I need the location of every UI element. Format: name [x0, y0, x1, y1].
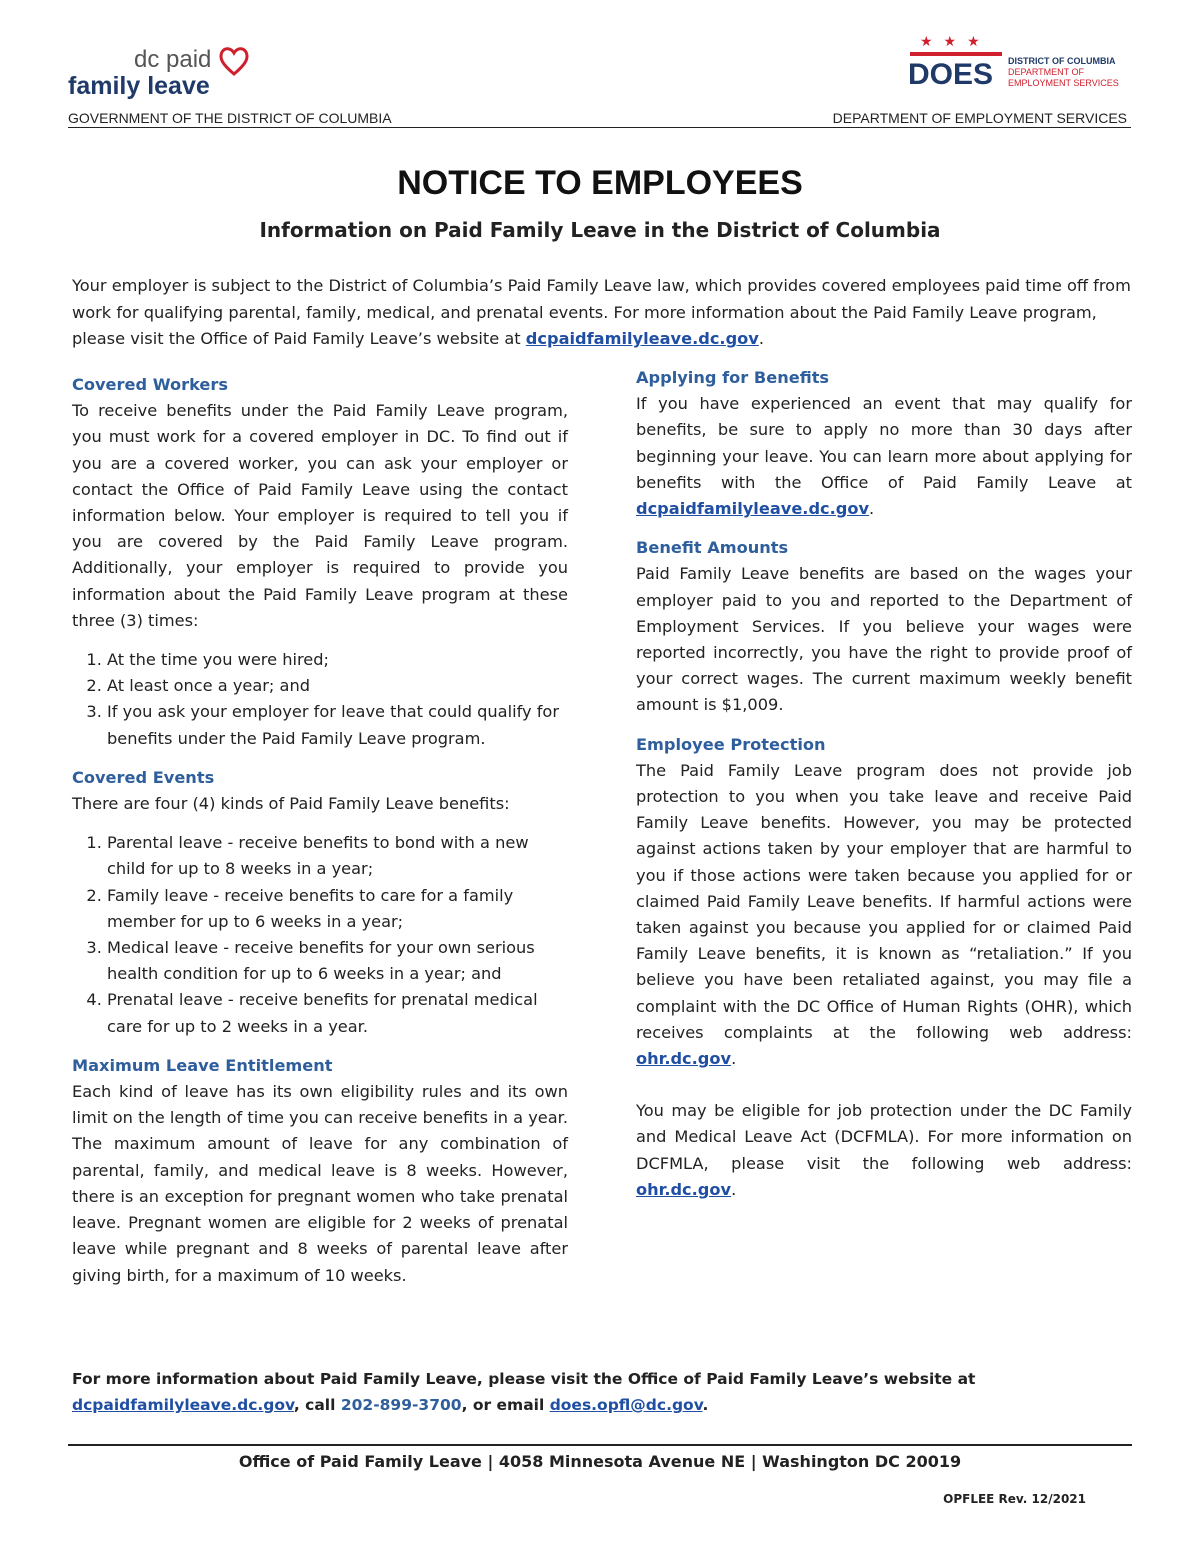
dc-paid-family-leave-logo — [68, 46, 288, 106]
list-item: 4. Prenatal leave - receive benefits for prenatal medical care for up to 2 weeks in a year. — [107, 987, 568, 1039]
logo-red-bar — [910, 52, 1002, 56]
revision-label: OPFLEE Rev. 12/2021 — [943, 1492, 1086, 1506]
protection-heading: Employee Protection — [636, 734, 826, 754]
intro-paragraph: Your employer is subject to the District of Columbia’s Paid Family Leave law, which provides covered employees paid time off from work for qualifying parental, family, medical, and prenatal events. For more information about the Paid Family Leave program, please visit the Office of Paid Family Leave’s website at dcpaidfamilyleave.dc.gov. — [72, 276, 1131, 349]
logo-line-1: dc paid — [134, 46, 212, 73]
does-logo — [908, 34, 1138, 94]
footer-address: Office of Paid Family Leave | 4058 Minnesota Avenue NE | Washington DC 20019 — [238, 1452, 962, 1471]
right-column — [636, 365, 1132, 1216]
website-link[interactable]: dcpaidfamilyleave.dc.gov — [72, 1396, 294, 1414]
max-leave-heading: Maximum Leave Entitlement — [72, 1055, 333, 1075]
covered-events-body: There are four (4) kinds of Paid Family Leave benefits: — [72, 794, 510, 814]
logo-line-2: family leave — [68, 72, 210, 100]
benefit-amounts-heading: Benefit Amounts — [636, 538, 789, 558]
heart-logo-icon — [218, 46, 250, 76]
website-link[interactable]: dcpaidfamilyleave.dc.gov — [525, 329, 759, 349]
page-title: NOTICE TO EMPLOYEES — [397, 164, 803, 202]
covered-workers-list — [72, 647, 568, 752]
list-item: 2. Family leave - receive benefits to care for a family member for up to 6 weeks in a year; — [107, 883, 568, 935]
protection-body: The Paid Family Leave program does not provide job protection to you when you take leave and receive Paid Family Leave benefits. However, you may be protected against actions taken by your employer that are harmful to you if those actions were taken because you applied for or claimed Paid Family Leave benefits. If harmful actions were taken against you because you applied for or claimed Paid Family Leave benefits, it is known as “retaliation.” If you believe you have been retaliated against, you may file a complaint with the DC Office of Human Rights (OHR), which receives complaints at the following web address: ohr.dc.gov. — [636, 760, 1132, 1069]
left-column — [72, 372, 568, 1302]
list-item: 3. Medical leave - receive benefits for your own serious health condition for up to 6 weeks in a year; and — [107, 935, 568, 987]
website-link[interactable]: dcpaidfamilyleave.dc.gov — [636, 499, 870, 519]
covered-events-list — [72, 830, 568, 1040]
footer-rule — [68, 1444, 1132, 1446]
covered-workers-body: To receive benefits under the Paid Family Leave program, you must work for a covered employer in DC. To find out if you are a covered worker, you can ask your employer or contact the Office of Paid Family Leave using the contact information below. Your employer is required to tell you if you are covered by the Paid Family Leave program. Additionally, your employer is required to provide you information about the Paid Family Leave program at these three (3) times: — [72, 401, 568, 630]
max-leave-body: Each kind of leave has its own eligibility rules and its own limit on the length of time you can receive benefits in a year. The maximum amount of leave for any combination of parental, family, and medical leave is 8 weeks. However, there is an exception for pregnant women who take prenatal leave. Pregnant women are eligible for 2 weeks of prenatal leave while pregnant and 8 weeks of parental leave after giving birth, for a maximum of 10 weeks. — [72, 1082, 568, 1285]
phone-number[interactable]: 202-899-3700 — [340, 1396, 462, 1414]
list-item: 1. Parental leave - receive benefits to bond with a new child for up to 8 weeks in a year; — [107, 830, 568, 882]
ohr-link[interactable]: ohr.dc.gov — [636, 1049, 732, 1069]
covered-events-heading: Covered Events — [72, 767, 215, 787]
page-subtitle: Information on Paid Family Leave in the District of Columbia — [259, 218, 941, 242]
header-rule — [68, 110, 1131, 128]
benefit-amounts-body: Paid Family Leave benefits are based on the wages your employer paid to you and reported to the Department of Employment Services. If you believe your wages were reported incorrectly, you have the right to provide proof of your correct wages. The current maximum weekly benefit amount is $1,009. — [636, 564, 1132, 715]
department-label: DEPARTMENT OF EMPLOYMENT SERVICES — [832, 110, 1127, 126]
agency-name: DISTRICT OF COLUMBIA DEPARTMENT OF EMPLOYMENT SERVICES — [1008, 56, 1119, 88]
list-item: 1. At the time you were hired; — [107, 647, 568, 673]
applying-heading: Applying for Benefits — [636, 368, 830, 387]
covered-workers-heading: Covered Workers — [72, 375, 229, 394]
footer-info: For more information about Paid Family Leave, please visit the Office of Paid Family Leave’s website at dcpaidfamilyleave.dc.gov, call 202-899-3700, or email does.opfl@dc.gov. — [72, 1370, 976, 1414]
stars-icon: ★★★ — [920, 34, 991, 50]
government-label: GOVERNMENT OF THE DISTRICT OF COLUMBIA — [68, 110, 392, 126]
email-link[interactable]: does.opfl@dc.gov — [549, 1396, 703, 1414]
list-item: 3. If you ask your employer for leave that could qualify for benefits under the Paid Family Leave program. — [107, 699, 568, 751]
dcfmla-body: You may be eligible for job protection under the DC Family and Medical Leave Act (DCFMLA). For more information on DCFMLA, please visit the following web address: ohr.dc.gov. — [636, 1101, 1132, 1199]
does-logo-text: DOES — [908, 58, 994, 91]
list-item: 2. At least once a year; and — [107, 673, 568, 699]
applying-body: If you have experienced an event that may qualify for benefits, be sure to apply no more than 30 days after beginning your leave. You can learn more about applying for benefits with the Office of Paid Family Leave at dcpaidfamilyleave.dc.gov. — [636, 394, 1132, 519]
ohr-link[interactable]: ohr.dc.gov — [636, 1179, 732, 1199]
